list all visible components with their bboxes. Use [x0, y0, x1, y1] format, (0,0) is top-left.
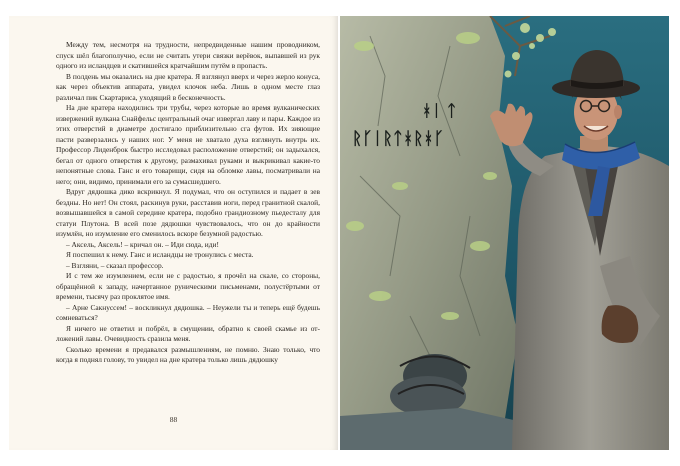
- paragraph: Вдруг дядюшка дико вскрикнул. Я подумал, что он оступился и падает в зев бездны. Но нет! Он стоял, раскинув руки, расставив ноги, перед гранитной скалой, возвышавшейся в самой середине кратера, подобно грандиозному пьедесталу для статуи Плутона. В всей позе дядюшки чувствовалось, что он до крайности изумлён, но изумление его сменилось вскоре безумной радостью.: [56, 187, 320, 238]
- paragraph: И с тем же изумлением, если не с радостью, я прочёл на скале, со стороны, обращённой к западу, начертанное руническими письменами, полустёртыми от времени, тысячу раз проклятое имя.: [56, 271, 320, 301]
- text-column: [56, 40, 320, 366]
- rune-inscription-top: ᚼᛁ ᛏ: [422, 101, 457, 120]
- rune-inscription-main: ᚱᚴᛁᚱᛏᚼᚱᚼᚴ: [352, 129, 444, 149]
- paragraph: – Арне Сакнуссем! – воскликнул дядюшка. – Неужели ты и теперь ещё будешь сомневаться?: [56, 302, 320, 322]
- paragraph: В полдень мы оказались на дне кратера. Я взглянул вверх и через жерло конуса, как через объектив аппарата, увидел клочок неба. Лишь в одном месте глаз различал пик Скартариса, уходящий в бесконечность.: [56, 71, 320, 102]
- page-number: 88: [169, 415, 178, 424]
- paragraph: – Взгляни, – сказал профессор.: [66, 260, 164, 270]
- paragraph: Сколько времени я предавался размышлениям, не помню. Знаю только, что когда я поднял голову, то увидел на дне кратера только лишь дядюшку: [56, 344, 320, 364]
- paragraph: На дне кратера находились три трубы, через которые во время вулканических извержений вулкана Снайфельс центральный очаг извергал лаву и пары. Каждое из этих отверстий в диаметре достигало приблизительно сга футов. Их зияющие пасти разверзались у наших ног. У меня не хватало духа взглянуть внутрь их. Профессор Лиденброк быстро исследовал расположение отверстий; он задыхался, бегал от одного отверстия к другому, размахивал руками и выкрикивал какие-то непонятные слова. Ганс и его товарищи, сидя на обломке лавы, посматривали на него; они, видимо, принимали его за сумасшедшего.: [56, 103, 320, 186]
- paragraph: Я ничего не ответил и побрёл, в смущении, обратно к своей скамье из отложений лавы. Очевидность сразила меня.: [56, 323, 320, 343]
- left-page: [9, 16, 338, 450]
- illustration-page: [340, 16, 669, 450]
- paragraph: Я поспешил к нему. Ганс и исландцы не тронулись с места.: [66, 250, 254, 259]
- illustration: [340, 16, 669, 450]
- paragraph: – Аксель, Аксель! – кричал он. – Иди сюда, иди!: [66, 239, 219, 249]
- paragraph: Между тем, несмотря на трудности, непредвиденные нашим проводником, спуск шёл благополучно, если не считать утери связки верёвок, выпавшей из рук одного из исландцев и скатившейся кратчайшим путём в пропасть.: [56, 40, 320, 70]
